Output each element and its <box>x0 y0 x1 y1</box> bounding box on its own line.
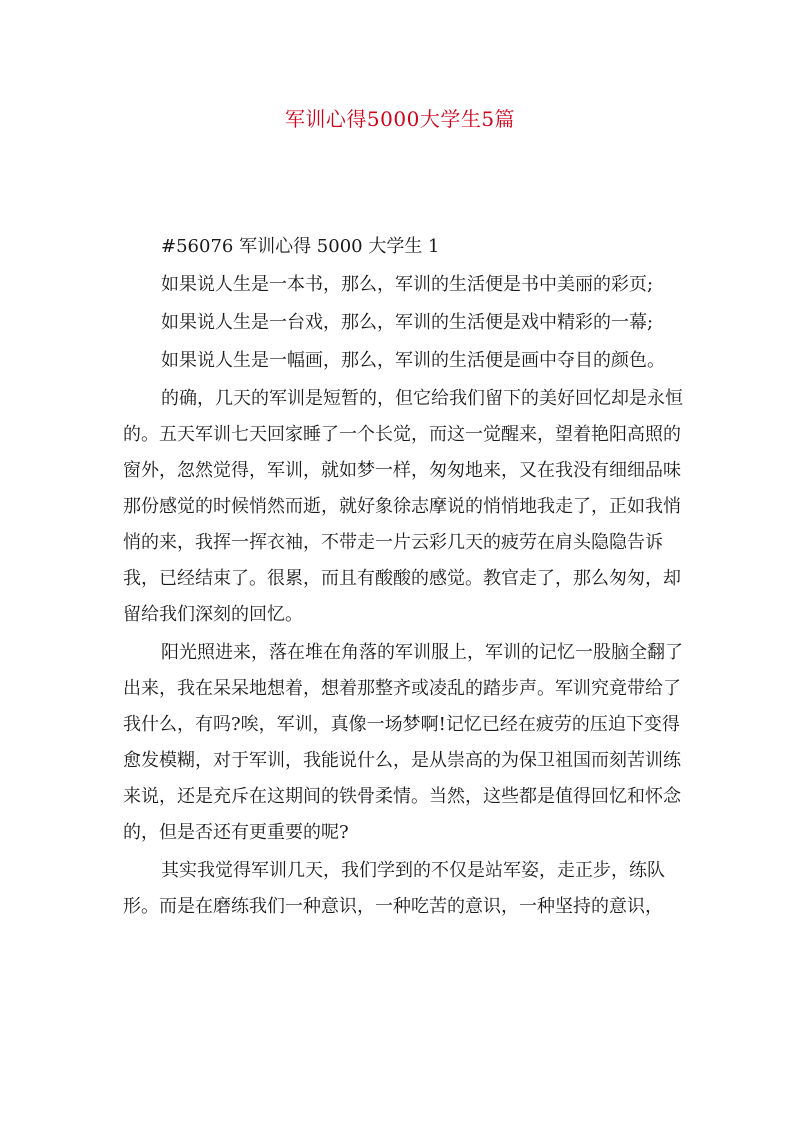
paragraph: 如果说人生是一幅画，那么，军训的生活便是画中夺目的颜色。 <box>161 350 665 371</box>
paragraph: 其实我觉得军训几天，我们学到的不仅是站军姿，走正步，练队形。而是在磨练我们一种意识，一种吃苦的意识，一种坚持的意识， <box>123 860 665 917</box>
section-heading: #56076 军训心得 5000 大学生 1 <box>161 236 440 257</box>
document-title: 军训心得5000大学生5篇 <box>284 107 516 131</box>
paragraph: 的确，几天的军训是短暂的，但它给我们留下的美好回忆却是永恒的。五天军训七天回家睡了一个长觉，而这一觉醒来，望着艳阳高照的窗外，忽然觉得，军训，就如梦一样，匆匆地来，又在我没有细细品味那份感觉的时候悄然而逝，就好象徐志摩说的悄悄地我走了，正如我悄悄的来，我挥一挥衣袖，不带走一片云彩几天的疲劳在肩头隐隐告诉我，已经结束了。很累，而且有酸酸的感觉。教官走了，那么匆匆，却留给我们深刻的回忆。 <box>123 388 683 625</box>
paragraph: 如果说人生是一台戏，那么，军训的生活便是戏中精彩的一幕; <box>161 312 654 333</box>
paragraph: 阳光照进来，落在堆在角落的军训服上，军训的记忆一股脑全翻了出来，我在呆呆地想着，想着那整齐或凌乱的踏步声。军训究竟带给了我什么，有吗?唉，军训，真像一场梦啊!记忆已经在疲劳的压迫下变得愈发模糊，对于军训，我能说什么，是从崇高的为保卫祖国而刻苦训练来说，还是充斥在这期间的铁骨柔情。当然，这些都是值得回忆和怀念的，但是否还有更重要的呢? <box>123 642 683 843</box>
document-body <box>123 229 693 925</box>
paragraph: 如果说人生是一本书，那么，军训的生活便是书中美丽的彩页; <box>161 274 654 295</box>
